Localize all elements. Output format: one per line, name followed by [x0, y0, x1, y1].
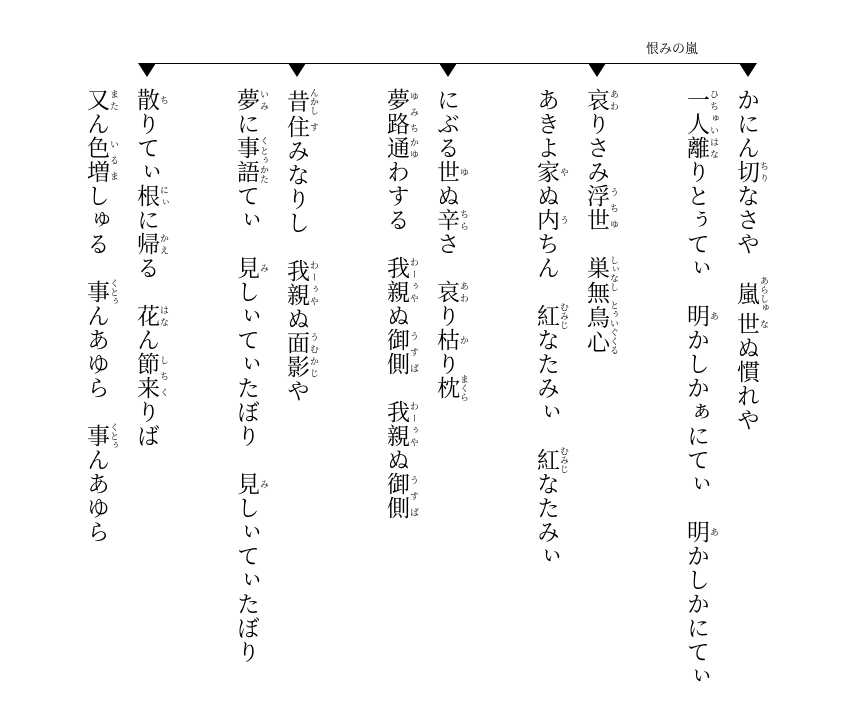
ruby-word: 又 また	[83, 88, 118, 112]
lyric-text: にぶる	[433, 88, 459, 160]
ruby-reading: ちり	[758, 160, 768, 184]
ruby-word: 紅 むみじ	[533, 302, 568, 330]
ruby-reading: あ	[708, 520, 718, 544]
ruby-reading: な	[758, 312, 768, 336]
ruby-word: 一人離 ひちゅいはな	[683, 88, 718, 160]
ruby-word: 内 う	[533, 208, 568, 232]
ruby-word: 住 す	[283, 115, 318, 139]
ruby-reading: うちゆ	[608, 184, 618, 232]
lyric-text: に	[133, 208, 159, 232]
lyric-text: かしかにてぃ	[683, 544, 709, 688]
lyric-text: ん	[133, 328, 159, 352]
lyric-text: しぃてぃたぼり	[233, 496, 259, 664]
ruby-reading: んかし	[308, 88, 318, 115]
ruby-word: 我親 わーぅや	[383, 400, 418, 448]
ruby-word: 家 や	[533, 160, 568, 184]
lyric-text: ぬ	[383, 304, 409, 328]
ruby-word: 世 な	[733, 312, 768, 336]
lyric-text: わする	[383, 160, 409, 256]
ruby-word: 哀 あわ	[583, 88, 618, 112]
lyric-column-6	[384, 88, 418, 520]
ruby-reading: わーぅや	[308, 259, 318, 307]
lyric-text: ぬ	[533, 184, 559, 208]
lyric-text: や	[283, 379, 309, 403]
lyric-text: りとぅてぃ	[683, 160, 709, 304]
ruby-word: 夢 いみ	[233, 88, 268, 112]
lyric-text: かにん	[733, 88, 759, 160]
lyric-text: なたみぃ	[533, 472, 559, 568]
marker-triangle-1	[739, 63, 757, 77]
ruby-reading: しぃなし とぅいぐくる	[608, 255, 618, 355]
lyric-text: り	[433, 304, 459, 328]
ruby-word: 辛 ちら	[433, 208, 468, 232]
ruby-word: 散 ち	[133, 88, 168, 112]
ruby-word: 枯 か	[433, 328, 468, 352]
ruby-word: 昔 んかし	[283, 88, 318, 115]
ruby-reading: かゆ	[408, 136, 418, 160]
ruby-reading: あ	[708, 304, 718, 328]
lyric-column-10	[84, 88, 118, 544]
ruby-reading: わーぅや	[408, 256, 418, 304]
ruby-reading: み	[258, 256, 268, 280]
lyric-column-2	[684, 88, 718, 688]
lyric-text: みなりし	[283, 139, 309, 259]
ruby-word: 明 あ	[683, 520, 718, 544]
ruby-reading: あらしゅ	[758, 276, 768, 312]
ruby-reading: うむかじ	[308, 331, 318, 379]
ruby-word: 我親 わーぅや	[383, 256, 418, 304]
marker-triangle-2	[588, 63, 606, 77]
ruby-reading: くとぅ	[108, 278, 118, 306]
ruby-reading: くとぅかた	[258, 136, 268, 184]
lyric-text: んあゆら	[83, 304, 109, 424]
ruby-reading: か	[458, 328, 468, 352]
ruby-word: 花 はな	[133, 304, 168, 328]
ruby-reading: す	[308, 115, 318, 139]
ruby-word: 哀 あわ	[433, 280, 468, 304]
ruby-word: 色増 いるま	[83, 136, 118, 184]
ruby-word: 見 み	[233, 256, 268, 280]
ruby-reading: また	[108, 88, 118, 112]
ruby-reading: はな	[158, 304, 168, 328]
lyric-text: に	[233, 112, 259, 136]
ruby-word: 事 くとぅ	[83, 422, 118, 450]
ruby-word: 我親 わーぅや	[283, 259, 318, 307]
lyric-text: なたみぃ	[533, 328, 559, 448]
lyric-column-8	[234, 88, 268, 664]
document-title: 恨みの嵐	[646, 42, 699, 57]
ruby-word: 嵐 あらしゅ	[733, 276, 768, 312]
lyric-column-3	[584, 88, 618, 355]
ruby-reading: まくら	[458, 374, 468, 402]
ruby-word: 世 ゆ	[433, 160, 468, 184]
ruby-reading: いるま	[108, 136, 118, 184]
ruby-word: 面影 うむかじ	[283, 331, 318, 379]
ruby-reading: うすば	[408, 472, 418, 520]
lyric-text: あきよ	[533, 88, 559, 160]
ruby-reading: み	[258, 472, 268, 496]
ruby-word: 明 あ	[683, 304, 718, 328]
ruby-reading: かえ	[158, 232, 168, 256]
lyric-text: しゅる	[83, 184, 109, 280]
ruby-reading: むみじ	[558, 302, 568, 330]
lyric-text: ぬ	[383, 448, 409, 472]
lyric-text: ぬ慣れや	[733, 336, 759, 432]
lyric-text: ぬ	[283, 307, 309, 331]
lyric-text: なさや	[733, 184, 759, 280]
ruby-word: 枕 まくら	[433, 374, 468, 402]
lyric-column-5	[434, 88, 468, 402]
ruby-reading: うすば	[408, 328, 418, 376]
lyric-text: る	[133, 256, 159, 304]
marker-triangle-3	[439, 63, 457, 77]
lyric-text: りさみ	[583, 112, 609, 184]
lyric-text: ちん	[533, 232, 559, 304]
lyric-text: ぬ	[433, 184, 459, 208]
lyric-column-1	[734, 88, 768, 432]
ruby-word: 御側 うすば	[383, 328, 418, 376]
ruby-reading: ちら	[458, 208, 468, 232]
lyric-text: りてぃ	[133, 112, 159, 184]
ruby-reading: にぃ	[158, 184, 168, 208]
ruby-word: 御側 うすば	[383, 472, 418, 520]
ruby-reading: わーぅや	[408, 400, 418, 448]
ruby-word: 切 ちり	[733, 160, 768, 184]
lyric-text: かしかぁにてぃ	[683, 328, 709, 520]
ruby-reading: ゆ	[458, 160, 468, 184]
ruby-reading: う	[558, 208, 568, 232]
ruby-reading: ひちゅいはな	[708, 88, 718, 160]
ruby-reading: しちく	[158, 352, 168, 400]
ruby-reading: ち	[158, 88, 168, 112]
lyric-text: てぃ	[233, 184, 259, 256]
ruby-reading: むみじ	[558, 446, 568, 474]
lyric-text	[583, 232, 609, 256]
ruby-word: 帰 かえ	[133, 232, 168, 256]
lyric-text: しぃてぃたぼり	[233, 280, 259, 472]
marker-triangle-4	[288, 63, 306, 77]
lyric-text: ん	[83, 112, 109, 136]
ruby-word: 節来 しちく	[133, 352, 168, 400]
ruby-reading: いみ	[258, 88, 268, 112]
ruby-word: 紅 むみじ	[533, 446, 568, 474]
lyric-text: り	[433, 352, 459, 376]
ruby-word: 夢路 ゆみち	[383, 88, 418, 136]
ruby-reading: くとぅ	[108, 422, 118, 450]
lyric-column-4	[534, 88, 568, 568]
marker-triangle-5	[138, 63, 156, 77]
ruby-reading: や	[558, 160, 568, 184]
ruby-word: 通 かゆ	[383, 136, 418, 160]
ruby-reading: ゆみち	[408, 88, 418, 136]
lyric-text	[383, 376, 409, 400]
ruby-word: 事語 くとぅかた	[233, 136, 268, 184]
lyric-text: んあゆら	[83, 448, 109, 544]
lyric-column-9	[134, 88, 168, 448]
lyric-text: さ	[433, 232, 459, 280]
ruby-word: 事 くとぅ	[83, 278, 118, 306]
ruby-word: 巣無鳥心 しぃなし とぅいぐくる	[583, 255, 618, 355]
ruby-word: 根 にぃ	[133, 184, 168, 208]
ruby-word: 見 み	[233, 472, 268, 496]
lyric-text: りば	[133, 400, 159, 448]
ruby-reading: あわ	[608, 88, 618, 112]
ruby-word: 浮世 うちゆ	[583, 184, 618, 232]
lyric-column-7	[284, 88, 318, 403]
ruby-reading: あわ	[458, 280, 468, 304]
